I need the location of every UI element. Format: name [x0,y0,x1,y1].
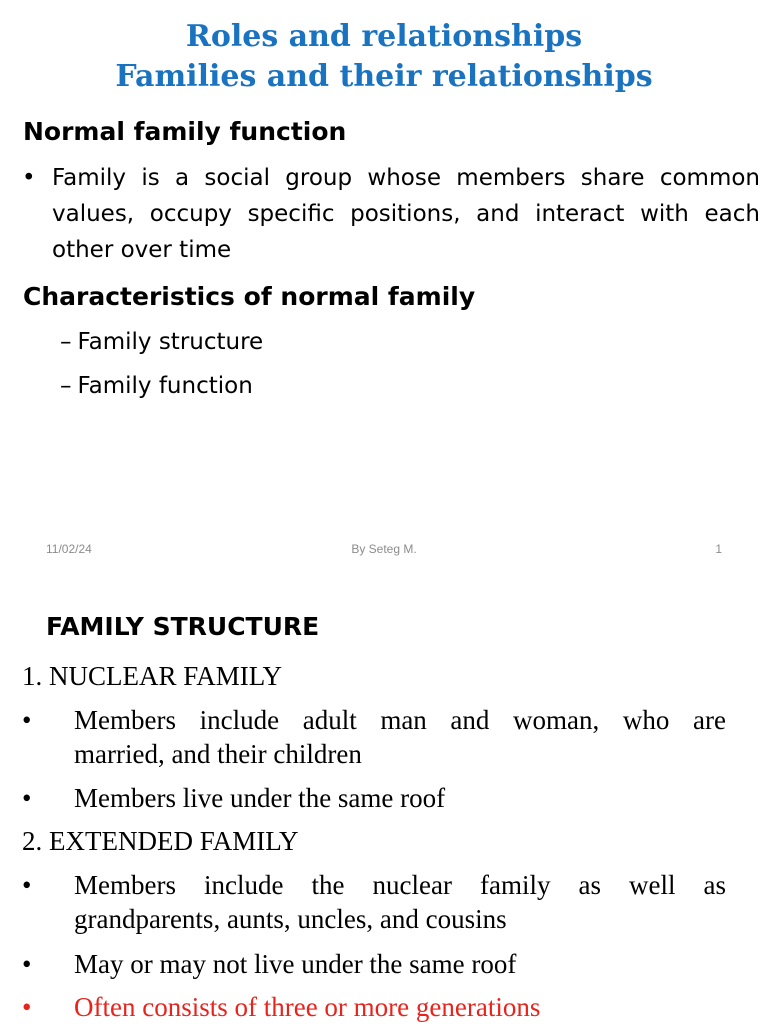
slide-2 [0,576,768,1024]
heading-normal-family-function: Normal family function [23,117,347,146]
slide-title-line-2: Families and their relationships [115,59,653,94]
dash-icon: – [60,329,72,355]
extended-bullet-3-highlighted [74,990,726,1024]
footer-date: 11/02/24 [46,542,92,556]
footer-page-number: 1 [715,542,722,556]
bullet-icon: • [22,783,32,813]
slide-title-line-1: Roles and relationships [185,19,583,54]
nuclear-bullet-1 [74,703,726,771]
definition-line-3: other over time [52,237,232,263]
definition-line-2: values, occupy specific positions, and interact with each [52,201,760,227]
bullet-icon-highlighted: • [22,992,32,1022]
heading-family-structure: FAMILY STRUCTURE [46,612,320,641]
text-line: Members include adult man and woman, who are [74,705,726,735]
characteristic-item-function [60,370,253,402]
characteristic-label: Family function [77,373,253,399]
definition-line-1: Family is a social group whose members share common [52,165,760,191]
text-line: May or may not live under the same roof [74,949,517,979]
bullet-icon: • [22,165,36,191]
nuclear-family-label: 1. NUCLEAR FAMILY [22,661,283,691]
text-line: Members live under the same roof [74,783,446,813]
heading-characteristics: Characteristics of normal family [23,282,476,311]
text-line: married, and their children [74,739,362,769]
bullet-icon: • [22,705,32,735]
family-definition-paragraph [52,160,760,268]
text-line: grandparents, aunts, uncles, and cousins [74,904,507,934]
extended-family-label: 2. EXTENDED FAMILY [22,826,299,856]
bullet-icon: • [22,949,32,979]
nuclear-bullet-2 [74,781,726,815]
characteristic-item-structure [60,326,263,358]
bullet-icon: • [22,870,32,900]
extended-bullet-2 [74,947,726,981]
text-line: Often consists of three or more generations [74,992,541,1022]
characteristic-label: Family structure [77,329,264,355]
extended-bullet-1 [74,868,726,936]
text-line: Members include the nuclear family as well as [74,870,726,900]
dash-icon: – [60,373,72,399]
footer-author: By Seteg M. [351,542,417,556]
